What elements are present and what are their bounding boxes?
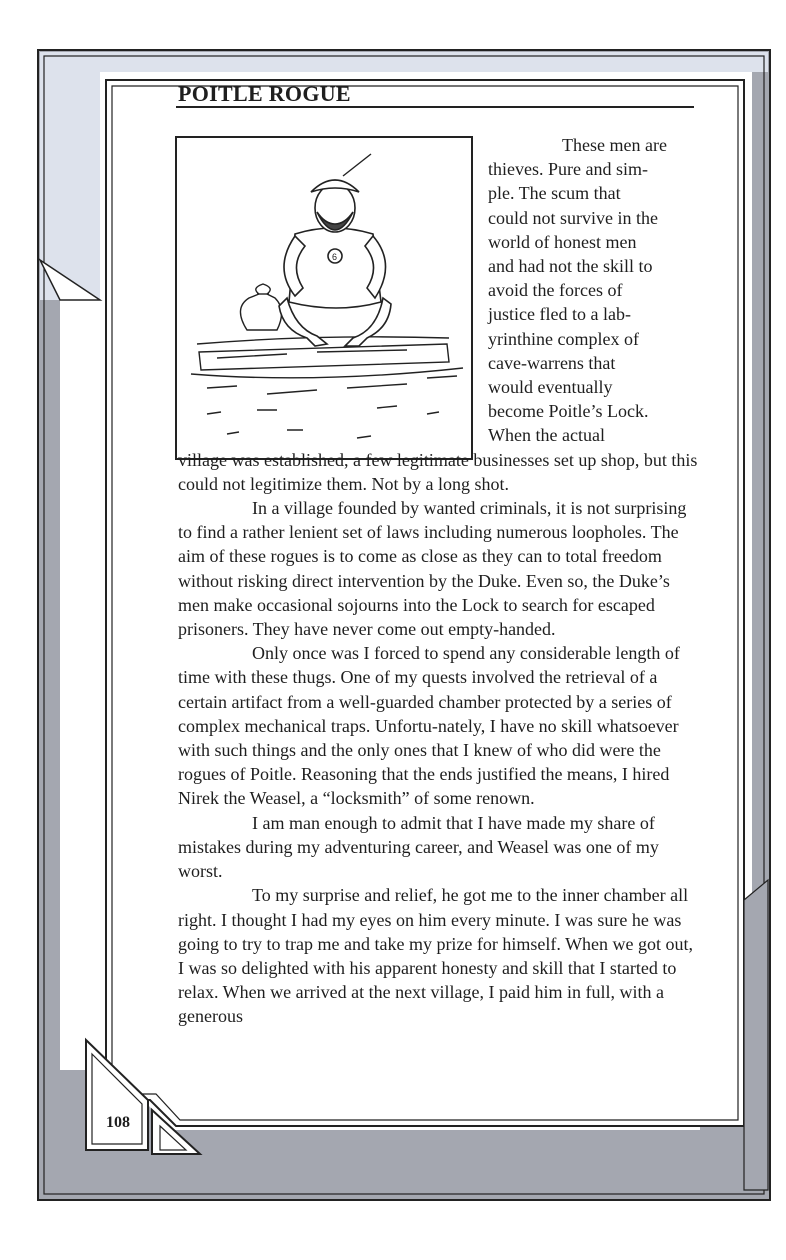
intro-line: When the actual xyxy=(488,425,605,446)
intro-wrapped-lines xyxy=(488,133,698,448)
body-text xyxy=(178,133,698,1029)
intro-line: become Poitle’s Lock. xyxy=(488,401,649,422)
intro-line: would eventually xyxy=(488,377,613,398)
intro-line: could not survive in the xyxy=(488,207,658,228)
intro-line: world of honest men xyxy=(488,231,637,252)
intro-paragraph-rest: village was established, a few legitimate businesses set up shop, but this could not legitimize them. Not by a long shot. xyxy=(178,449,698,494)
intro-line: justice fled to a lab- xyxy=(488,304,631,325)
svg-text:6: 6 xyxy=(332,252,338,262)
intro-line: ple. The scum that xyxy=(488,183,621,204)
intro-line: thieves. Pure and sim- xyxy=(488,159,648,180)
intro-line: and had not the skill to xyxy=(488,256,653,277)
page-title: POITLE ROGUE xyxy=(178,81,351,106)
title-underline xyxy=(176,106,694,108)
paragraph: Only once was I forced to spend any considerable length of time with these thugs. One of my quests involved the retrieval of a certain artifact from a well-guarded chamber protected by a series of complex mechanical traps. Unfortu-nately, I have no skill whatsoever with such things and the only ones that I knew of who did were the rogues of Poitle. Reasoning that the ends justified the means, I hired Nirek the Weasel, a “locksmith” of some renown. xyxy=(178,643,680,809)
intro-line: These men are xyxy=(562,135,667,155)
paragraph: I am man enough to admit that I have made my share of mistakes during my adventuring career, and Weasel was one of my worst. xyxy=(178,812,659,882)
intro-line: avoid the forces of xyxy=(488,280,623,301)
paragraph: In a village founded by wanted criminals, it is not surprising to find a rather lenient set of laws including numerous loopholes. The aim of these rogues is to come as close as they can to total freedom without risking direct intervention by the Duke. Even so, the Duke’s men make occasional sojourns into the Lock to search for escaped prisoners. They have never come out empty-handed. xyxy=(178,498,687,640)
intro-line: cave-warrens that xyxy=(488,352,616,373)
paragraph: To my surprise and relief, he got me to the inner chamber all right. I thought I had my eyes on him every minute. I was sure he was going to try to trap me and take my prize for himself. When we got out, I was so delighted with his apparent honesty and skill that I started to relax. When we arrived at the next village, I paid him in full, with a generous xyxy=(178,885,694,1027)
intro-line: yrinthine complex of xyxy=(488,328,639,349)
border-light-band-top xyxy=(100,52,768,72)
border-light-band xyxy=(40,52,100,300)
page-number: 108 xyxy=(106,1114,130,1131)
